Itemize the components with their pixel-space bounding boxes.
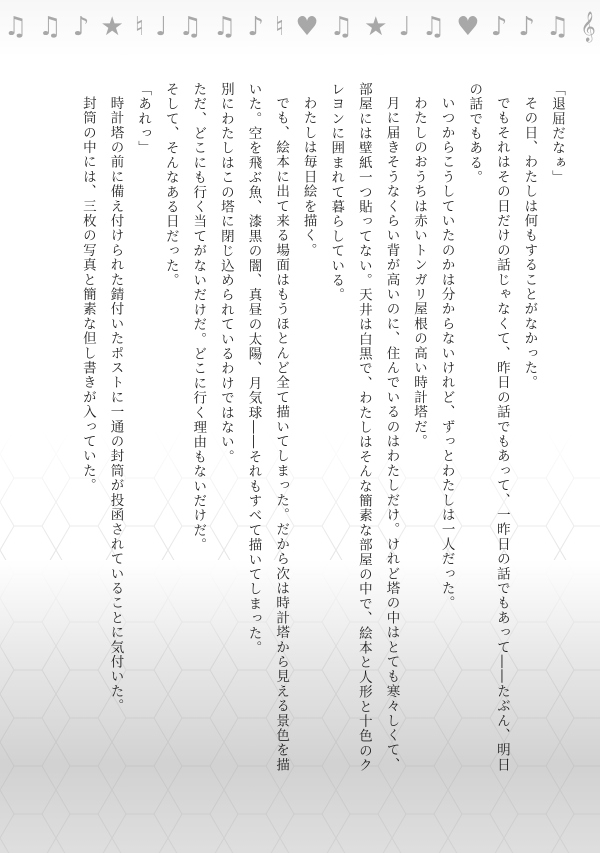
header-strip	[0, 0, 600, 58]
music-symbol-icon: ★	[364, 12, 388, 42]
music-symbol-icon: ♪	[72, 12, 90, 42]
music-symbol-icon: ♩	[398, 12, 411, 42]
music-symbol-icon: ♮	[275, 12, 285, 42]
music-symbol-icon: ♥	[295, 12, 319, 42]
music-symbol-icon: ♫	[38, 12, 62, 42]
text-line: 別にわたしはこの塔に閉じ込められているわけではない。	[217, 82, 234, 465]
music-symbol-icon: ♪	[247, 12, 264, 42]
music-symbol-icon: ♪	[518, 12, 535, 42]
music-symbol-icon: ♫	[546, 12, 570, 42]
text-line: でもそれはその日だけの話じゃなくて、昨日の話でもあって、一昨日の話でもあって――たぶん、明日	[493, 95, 510, 772]
music-symbol-icon: ♫	[4, 12, 28, 42]
text-line: レヨンに囲まれて暮らしている。	[328, 82, 345, 303]
text-line: わたしは毎日絵を描く。	[300, 95, 317, 258]
text-line: いつからこうしていたのかは分からないけれど、ずっとわたしは一人だった。	[438, 95, 455, 610]
music-symbol-icon: ♮	[134, 12, 145, 42]
music-symbol-icon: ♥	[456, 12, 480, 42]
music-symbol-icon: ♪	[490, 12, 508, 42]
vertical-story-text	[73, 82, 570, 782]
music-symbol-icon: ★	[100, 12, 124, 42]
music-symbol-icon: ♩	[155, 12, 168, 42]
text-line: 時計塔の前に備え付けられた錆付いたポストに一通の封筒が投函されていることに気付いた。	[107, 95, 124, 713]
text-line: 封筒の中には、三枚の写真と簡素な但し書きが入っていた。	[79, 95, 96, 493]
text-line: いた。空を飛ぶ魚、漆黒の闇、真昼の太陽、月気球――それもすべて描いてしまった。	[245, 82, 262, 656]
text-line: でも、絵本に出て来る場面はもうほとんど全て描いてしまった。だから次は時計塔から見える景色を描	[273, 95, 290, 772]
text-line: 部屋には壁紙一つ貼ってない。天井は白黒で、わたしはそんな簡素な部屋の中で、絵本と人形と十色のク	[355, 82, 372, 773]
text-line: 月に届きそうなくらい背が高いのに、住んでいるのはわたしだけ。けれど塔の中はとても寒々しくて、	[383, 95, 400, 772]
text-line: わたしのおうちは赤いトンガリ屋根の高い時計塔だ。	[411, 95, 428, 449]
music-symbol-icon: ♫	[329, 12, 354, 42]
music-symbol-border	[0, 10, 600, 44]
text-line: の話でもある。	[466, 82, 483, 185]
music-symbol-icon: ♫	[421, 12, 446, 42]
text-line: そして、そんなある日だった。	[162, 82, 179, 288]
text-line: 「あれっ」	[135, 82, 152, 156]
text-line: 「退屈だなぁ」	[549, 82, 565, 185]
text-line: ただ、どこにも行く当てがないだけだ。どこに行く理由もないだけだ。	[190, 82, 207, 553]
text-line: その日、わたしは何もすることがなかった。	[521, 95, 538, 390]
music-symbol-icon: 𝄞	[580, 12, 596, 42]
music-symbol-icon: ♫	[178, 12, 202, 42]
music-symbol-icon: ♫	[212, 12, 237, 42]
